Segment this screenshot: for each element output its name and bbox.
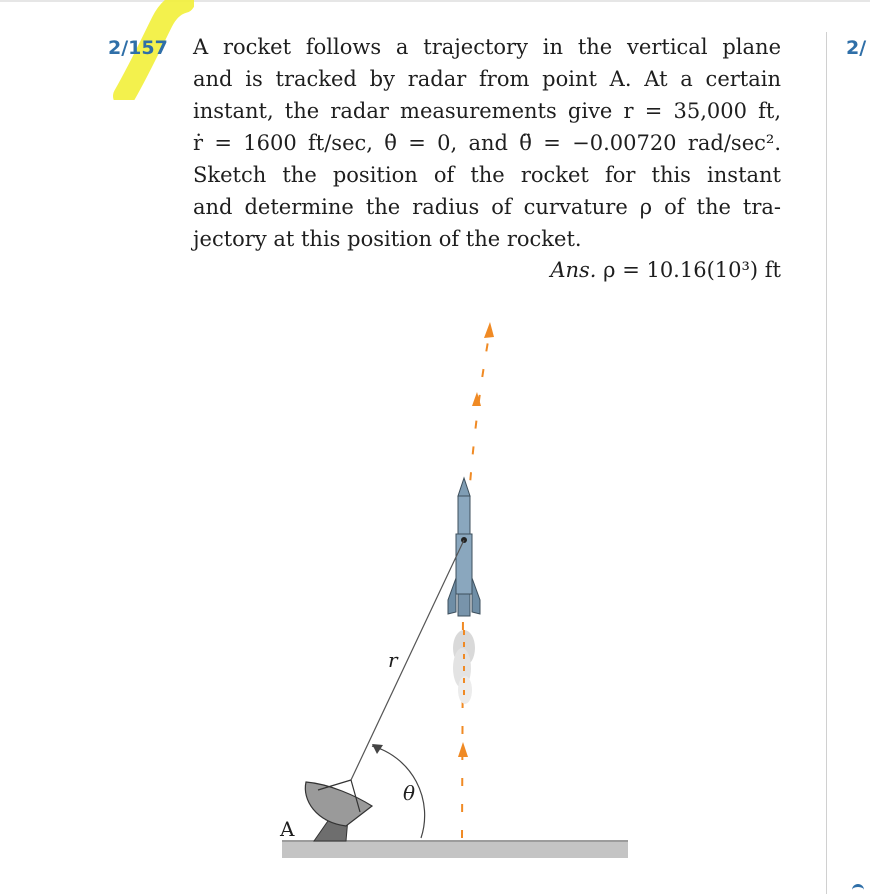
label-A: A bbox=[280, 817, 295, 841]
radar-dish-bowl bbox=[305, 782, 372, 826]
problem-line-3: instant, the radar measurements give r = 35,000 ft, bbox=[193, 99, 781, 123]
rocket-left-fin bbox=[448, 578, 456, 614]
problem-line-2: and is tracked by radar from point A. At a certain bbox=[193, 67, 781, 91]
answer-label: Ans. bbox=[550, 258, 597, 282]
radar-line-r bbox=[351, 540, 464, 780]
next-problem-number: 2/ bbox=[846, 37, 867, 59]
radar-dish bbox=[305, 780, 372, 841]
problem-line-5: Sketch the position of the rocket for this instant bbox=[193, 163, 781, 187]
rocket-nozzle bbox=[458, 594, 470, 616]
rocket-upper-stage bbox=[458, 496, 470, 534]
problem-line-6: and determine the radius of curvature ρ of the tra- bbox=[193, 195, 781, 219]
trajectory-arrow-lower bbox=[458, 742, 468, 757]
exhaust-plume bbox=[453, 630, 475, 704]
label-theta: θ bbox=[403, 781, 416, 805]
problem-line-4: ṙ = 1600 ft/sec, θ̇ = 0, and θ̈ = −0.00720 rad/sec². bbox=[193, 131, 781, 155]
theta-arc bbox=[372, 746, 425, 838]
rocket-nose bbox=[458, 478, 470, 496]
trajectory-arrow-top bbox=[484, 322, 494, 338]
problem-number: 2/157 bbox=[108, 37, 168, 59]
answer-value: ρ = 10.16(10³) ft bbox=[603, 258, 781, 282]
problem-line-1: A rocket follows a trajectory in the vertical plane bbox=[193, 35, 781, 59]
ground bbox=[282, 840, 628, 858]
label-r: r bbox=[388, 648, 398, 672]
rocket-right-fin bbox=[472, 578, 480, 614]
rocket bbox=[448, 478, 480, 616]
problem-line-7: jectory at this position of the rocket. bbox=[193, 227, 582, 251]
